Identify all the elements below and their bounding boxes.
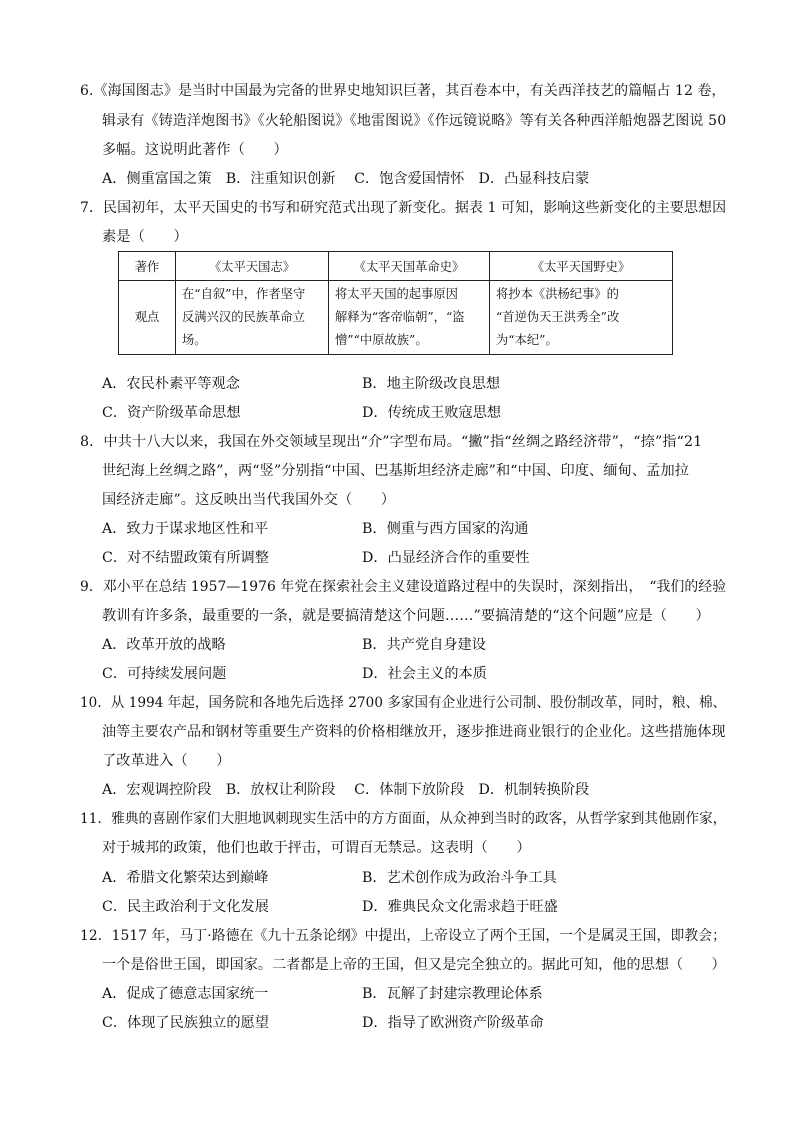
q10-options: A．宏观调控阶段 B．放权让利阶段 C．体制下放阶段 D．机制转换阶段 [102,782,590,798]
table-cell-book-1 [176,281,329,355]
q11-option-c: C．民主政治利于文化发展 [102,899,269,915]
table-header-book-1: 《太平天国志》 [176,252,329,281]
q8-option-b: B．侧重与西方国家的沟通 [362,521,529,537]
q8-option-a: A．致力于谋求地区性和平 [102,521,269,537]
q7-line-1: 7．民国初年，太平天国史的书写和研究范式出现了新变化。据表 1 可知，影响这些新变化的主要思想因 [80,200,727,216]
q8-option-c: C．对不结盟政策有所调整 [102,550,269,566]
q10-line-1: 10．从 1994 年起，国务院和各地先后选择 2700 多家国有企业进行公司制、股份制改革，同时，粮、棉、 [80,695,727,711]
q8-option-d: D．凸显经济合作的重要性 [362,550,530,566]
table-header-book-3: 《太平天国野史》 [490,252,673,281]
q11-option-a: A．希腊文化繁荣达到巅峰 [102,870,269,886]
q10-line-2: 油等主要农产品和钢材等重要生产资料的价格相继放开，逐步推进商业银行的企业化。这些措施体现 [102,724,726,740]
table-row-views [119,281,673,355]
cell-text: 为“本纪”。 [496,333,558,347]
cell-text: “首逆伪天王洪秀全”改 [496,310,620,324]
q7-option-d: D．传统成王败寇思想 [362,405,502,421]
q7-option-a: A．农民朴素平等观念 [102,376,240,392]
table-cell-book-3 [490,281,673,355]
cell-text: 将太平天国的起事原因 [335,287,458,301]
q12-line-2: 一个是俗世王国，即国家。二者都是上帝的王国，但又是完全独立的。据此可知，他的思想（ ） [102,957,726,973]
q7-line-2: 素是（ ） [102,229,188,245]
q7-option-b: B．地主阶级改良思想 [362,376,501,392]
q12-option-a: A．促成了德意志国家统一 [102,986,269,1002]
cell-text: 憎”“中原故族”。 [335,333,428,347]
q6-line-3: 多幅。这说明此著作（ ） [102,142,288,158]
q9-option-d: D．社会主义的本质 [362,666,487,682]
q9-option-b: B．共产党自身建设 [362,637,486,653]
q8-line-3: 国经济走廊”。这反映出当代我国外交（ ） [102,492,396,508]
table-label-views: 观点 [119,281,176,355]
table-header-works: 著作 [119,252,176,281]
q12-option-c: C．体现了民族独立的愿望 [102,1015,269,1031]
table-header-row [119,252,673,281]
q8-line-2: 世纪海上丝绸之路”，两“竖”分别指“中国、巴基斯坦经济走廊”和“中国、印度、缅甸、孟加拉 [102,463,690,479]
table-header-book-2: 《太平天国革命史》 [329,252,490,281]
table-1 [118,251,673,355]
cell-text: 反满兴汉的民族革命立 [182,310,305,324]
q9-option-c: C．可持续发展问题 [102,666,227,682]
q7-option-c: C．资产阶级革命思想 [102,405,241,421]
q11-option-d: D．雅典民众文化需求趋于旺盛 [362,899,558,915]
table-cell-book-2 [329,281,490,355]
q12-line-1: 12．1517 年，马丁·路德在《九十五条论纲》中提出，上帝设立了两个王国，一个是属灵王国，即教会； [80,928,727,944]
cell-text: 场。 [182,333,207,347]
q6-options: A．侧重富国之策 B．注重知识创新 C．饱含爱国情怀 D．凸显科技启蒙 [102,171,590,187]
q12-option-b: B．瓦解了封建宗教理论体系 [362,986,543,1002]
q8-line-1: 8．中共十八大以来，我国在外交领域呈现出“介”字型布局。“撇”指“丝绸之路经济带”，“捺”指“21 [80,434,703,450]
q11-line-2: 对于城邦的政策，他们也敢于抨击，可谓百无禁忌。这表明（ ） [102,840,531,856]
q11-line-1: 11．雅典的喜剧作家们大胆地讽刺现实生活中的方方面面，从众神到当时的政客，从哲学家到其他剧作家， [80,811,727,827]
cell-text: 在“自叙”中，作者坚守 [182,287,306,301]
q9-line-1: 9．邓小平在总结 1957—1976 年党在探索社会主义建设道路过程中的失误时，深刻指出， “我们的经验 [80,579,727,595]
q6-line-2: 辑录有《铸造洋炮图书》《火轮船图说》《地雷图说》《作远镜说略》等有关各种西洋船炮器艺图说 50 [102,113,727,129]
cell-text: 将抄本《洪杨纪事》的 [496,287,619,301]
q10-line-3: 了改革进入（ ） [102,753,231,769]
q11-option-b: B．艺术创作成为政治斗争工具 [362,870,557,886]
q12-option-d: D．指导了欧洲资产阶级革命 [362,1015,544,1031]
q9-option-a: A．改革开放的战略 [102,637,226,653]
cell-text: 解释为“客帝临朝”，“盗 [335,310,465,324]
q9-line-2: 教训有许多条，最重要的一条，就是要搞清楚这个问题……”要搞清楚的“这个问题”应是（ ） [102,608,710,624]
q6-line-1: 6.《海国图志》是当时中国最为完备的世界史地知识巨著，其百卷本中，有关西洋技艺的篇幅占 12 卷， [80,83,726,99]
